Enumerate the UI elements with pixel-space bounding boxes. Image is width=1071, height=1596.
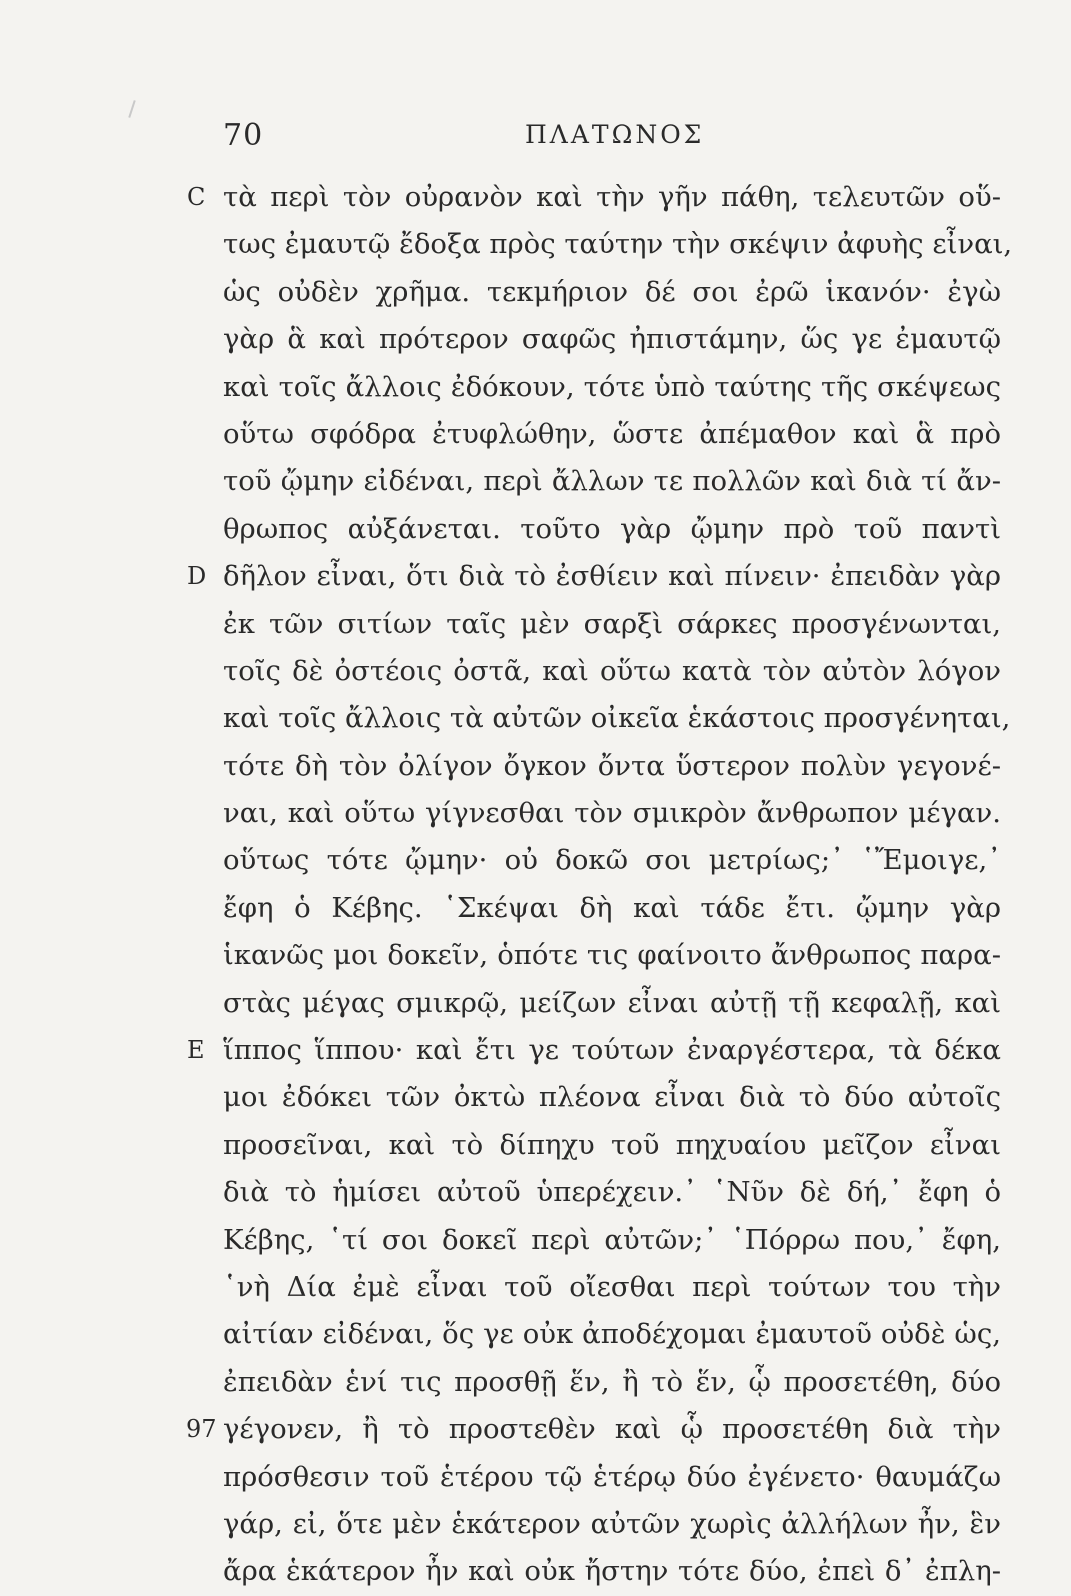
line-text: τοῦ ᾤμην εἰδέναι, περὶ ἄλλων τε πολλῶν καὶ διὰ τί ἄν-: [223, 465, 1001, 498]
text-line: [223, 506, 1001, 553]
text-line: [223, 1217, 1001, 1264]
line-text: ἱκανῶς μοι δοκεῖν, ὁπότε τις φαίνοιτο ἄνθρωπος παρα-: [223, 939, 1001, 972]
line-text: προσεῖναι, καὶ τὸ δίπηχυ τοῦ πηχυαίου μεῖζον εἶναι: [223, 1128, 1001, 1161]
margin-marker: D: [187, 562, 207, 591]
text-line: [223, 601, 1001, 648]
text-line: [223, 932, 1001, 979]
text-line: [223, 837, 1001, 884]
line-text: γέγονεν, ἢ τὸ προστεθὲν καὶ ᾧ προσετέθη διὰ τὴν: [223, 1413, 1001, 1446]
line-text: γάρ, εἰ, ὅτε μὲν ἑκάτερον αὐτῶν χωρὶς ἀλλήλων ἦν, ἓν: [223, 1507, 1001, 1540]
greek-text-body: [186, 174, 1013, 1596]
line-text: ναι, καὶ οὕτω γίγνεσθαι τὸν σμικρὸν ἄνθρωπον μέγαν.: [223, 797, 1001, 830]
line-text: ἵππος ἵππου· καὶ ἔτι γε τούτων ἐναργέστερα, τὰ δέκα: [223, 1034, 1001, 1067]
line-text: οὕτω σφόδρα ἐτυφλώθην, ὥστε ἀπέμαθον καὶ ἃ πρὸ: [223, 417, 1001, 450]
text-line: [187, 553, 1001, 600]
text-line: [223, 1311, 1001, 1358]
text-line: [223, 1122, 1001, 1169]
line-text: Κέβης, ῾τί σοι δοκεῖ περὶ αὐτῶν;᾽ ῾Πόρρω που,᾽ ἔφη,: [223, 1223, 1001, 1256]
line-text: τοῖς δὲ ὀστέοις ὀστᾶ, καὶ οὕτω κατὰ τὸν αὐτὸν λόγον: [223, 654, 1001, 687]
text-line: [223, 790, 1001, 837]
line-text: ῾νὴ Δία ἐμὲ εἶναι τοῦ οἴεσθαι περὶ τούτων του τὴν: [223, 1270, 1001, 1303]
line-text: αἰτίαν εἰδέναι, ὅς γε οὐκ ἀποδέχομαι ἐμαυτοῦ οὐδὲ ὡς,: [223, 1318, 1001, 1351]
line-text: τὰ περὶ τὸν οὐρανὸν καὶ τὴν γῆν πάθη, τελευτῶν οὕ-: [223, 181, 1001, 213]
text-line: [223, 458, 1001, 505]
line-text: διὰ τὸ ἡμίσει αὐτοῦ ὑπερέχειν.᾽ ῾Νῦν δὲ δή,᾽ ἔφη ὁ: [223, 1176, 1001, 1209]
margin-marker: E: [187, 1036, 205, 1065]
text-line: [223, 1501, 1001, 1548]
text-line: [223, 316, 1001, 363]
text-line: [223, 364, 1001, 411]
line-text: πρόσθεσιν τοῦ ἑτέρου τῷ ἑτέρῳ δύο ἐγένετο· θαυμάζω: [223, 1460, 1001, 1493]
text-line: [223, 1264, 1001, 1311]
line-text: μοι ἐδόκει τῶν ὀκτὼ πλέονα εἶναι διὰ τὸ δύο αὐτοῖς: [223, 1081, 1001, 1114]
text-line: [223, 221, 1013, 268]
text-line: [187, 1027, 1001, 1074]
text-line: [223, 1454, 1001, 1501]
line-text: ἄρα ἑκάτερον ἦν καὶ οὐκ ἤστην τότε δύο, ἐπεὶ δ᾽ ἐπλη-: [223, 1555, 1001, 1588]
page-number: 70: [223, 118, 264, 153]
text-line: [223, 269, 1001, 316]
text-line: [223, 1359, 1001, 1406]
running-title: ΠΛΑΤΩΝΟΣ: [525, 120, 705, 149]
text-line: [187, 174, 1001, 221]
text-line: [223, 648, 1001, 695]
text-line: [223, 980, 1001, 1027]
margin-marker: 97: [186, 1415, 217, 1444]
text-line: [186, 1406, 1001, 1453]
text-line: [223, 1548, 1001, 1595]
text-line: [223, 1169, 1001, 1216]
line-text: τότε δὴ τὸν ὀλίγον ὄγκον ὄντα ὕστερον πολὺν γεγονέ-: [223, 749, 1001, 782]
line-text: τως ἐμαυτῷ ἔδοξα πρὸς ταύτην τὴν σκέψιν ἀφυὴς εἶναι,: [223, 228, 1013, 261]
paper-mark: [128, 100, 135, 118]
line-text: στὰς μέγας σμικρῷ, μείζων εἶναι αὐτῇ τῇ κεφαλῇ, καὶ: [223, 986, 1001, 1019]
line-text: ἐκ τῶν σιτίων ταῖς μὲν σαρξὶ σάρκες προσγένωνται,: [223, 607, 1001, 640]
line-text: ὡς οὐδὲν χρῆμα. τεκμήριον δέ σοι ἐρῶ ἱκανόν· ἐγὼ: [223, 275, 1001, 308]
line-text: οὕτως τότε ᾤμην· οὐ δοκῶ σοι μετρίως;᾽ ῾Ἔμοιγε,᾽: [223, 844, 1001, 877]
text-line: [223, 1074, 1001, 1121]
line-text: ἐπειδὰν ἑνί τις προσθῇ ἕν, ἢ τὸ ἕν, ᾧ προσετέθη, δύο: [223, 1365, 1001, 1398]
line-text: δῆλον εἶναι, ὅτι διὰ τὸ ἐσθίειν καὶ πίνειν· ἐπειδὰν γὰρ: [223, 560, 1001, 593]
line-text: καὶ τοῖς ἄλλοις τὰ αὐτῶν οἰκεῖα ἑκάστοις προσγένηται,: [223, 702, 1011, 735]
line-text: ἔφη ὁ Κέβης. ῾Σκέψαι δὴ καὶ τάδε ἔτι. ᾤμην γὰρ: [223, 891, 1001, 924]
line-text: καὶ τοῖς ἄλλοις ἐδόκουν, τότε ὑπὸ ταύτης τῆς σκέψεως: [223, 370, 1001, 403]
margin-marker: C: [187, 183, 206, 211]
line-text: γὰρ ἃ καὶ πρότερον σαφῶς ἠπιστάμην, ὥς γε ἐμαυτῷ: [223, 323, 1001, 356]
text-line: [223, 695, 1011, 742]
text-line: [223, 743, 1001, 790]
line-text: θρωπος αὐξάνεται. τοῦτο γὰρ ᾤμην πρὸ τοῦ παντὶ: [223, 512, 1001, 545]
text-line: [223, 885, 1001, 932]
text-line: [223, 411, 1001, 458]
